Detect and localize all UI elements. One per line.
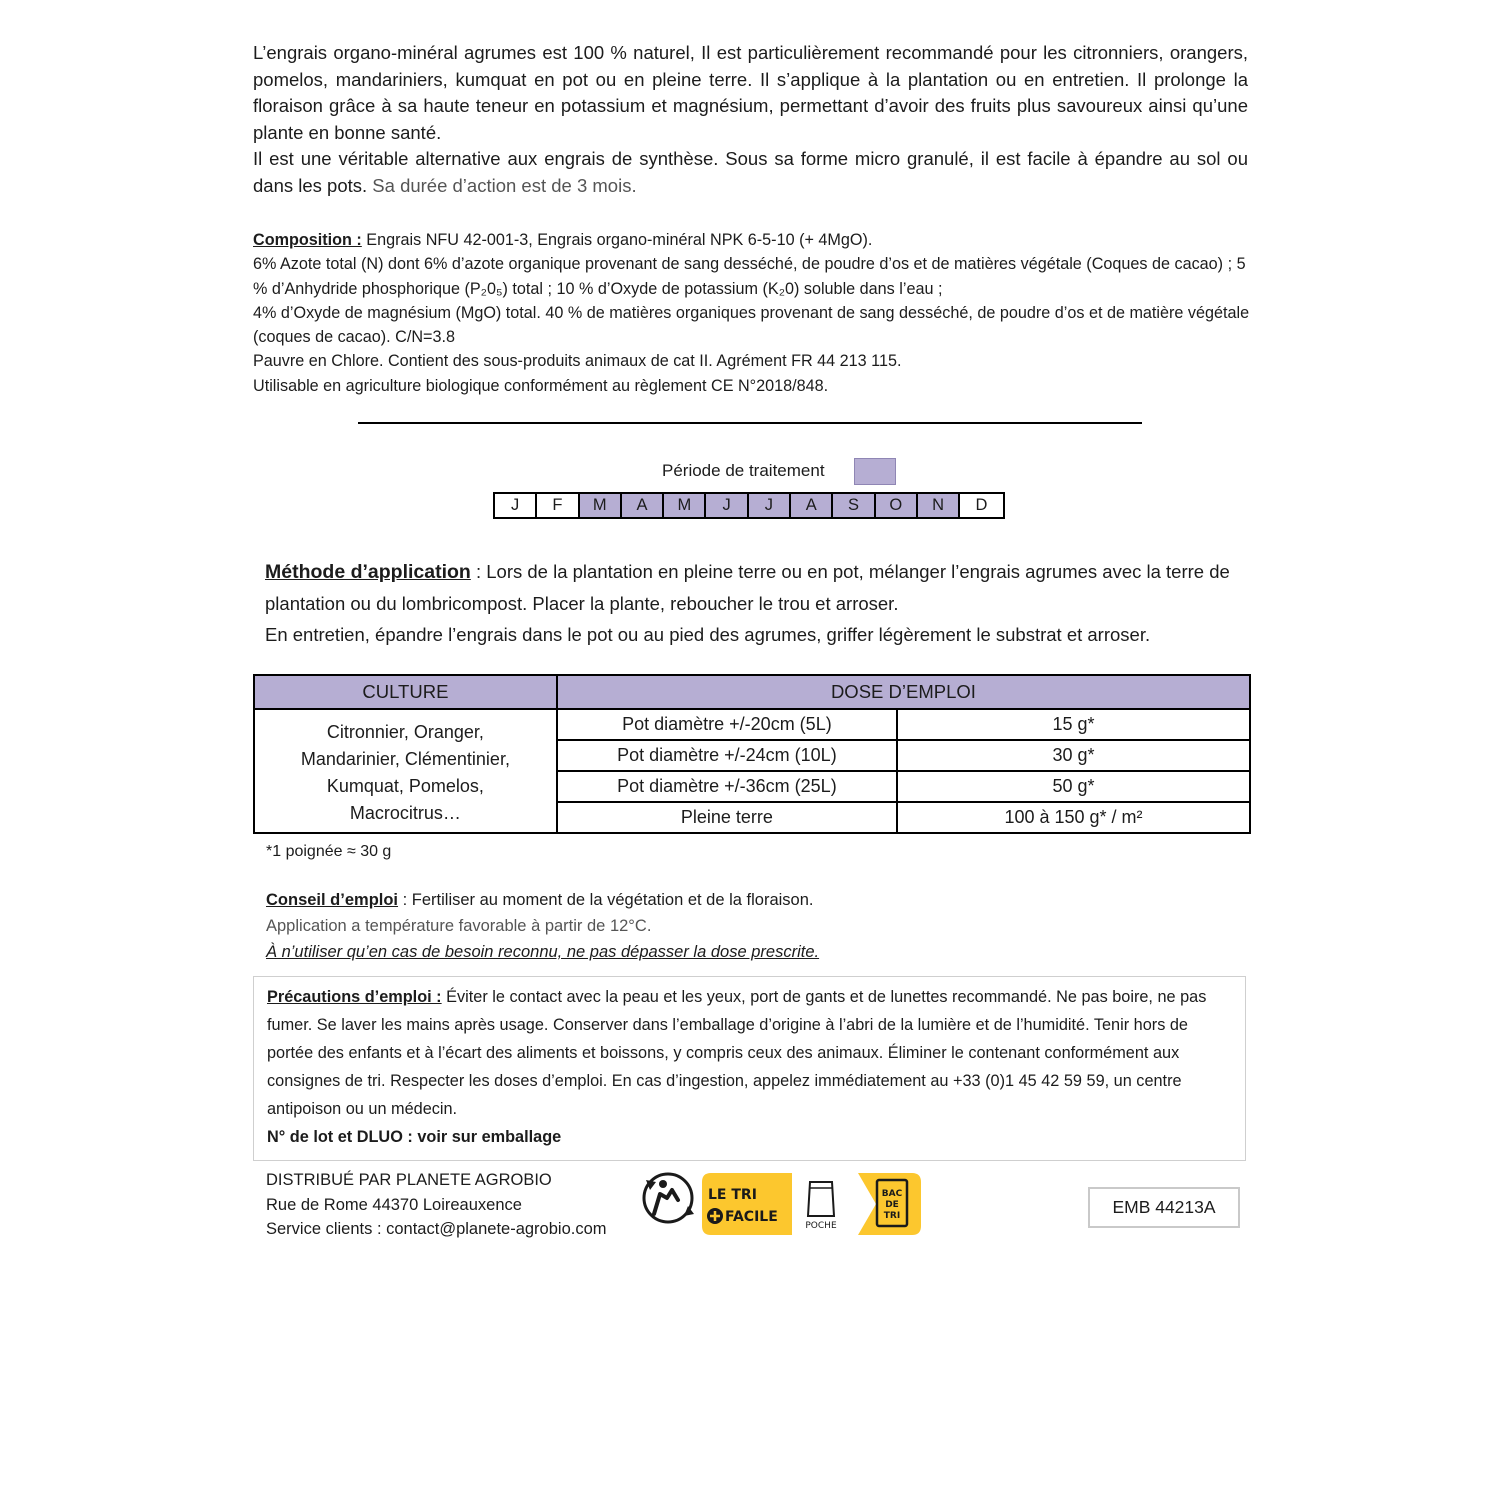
product-description <box>253 40 1248 200</box>
header-dose: DOSE D’EMPLOI <box>557 675 1250 709</box>
emb-code: EMB 44213A <box>1088 1187 1240 1228</box>
month-cell: A <box>791 494 833 517</box>
warning-line: À n’utiliser qu’en cas de besoin reconnu, ne pas dépasser la dose prescrite. <box>266 943 820 961</box>
description-paragraph-1: L’engrais organo-minéral agrumes est 100 % naturel, Il est particulièrement recommandé pour les citronniers, orangers, pomelos, mandariniers, kumquat en pot ou en pleine terre. Il s’applique à la plantation ou en entretien. Il prolonge la floraison grâce à sa haute teneur en potassium et magnésium, permettant d’avoir des fruits plus savoureux ainsi qu’une plante en bonne santé. <box>253 42 1248 143</box>
tri-text-1: LE TRI <box>708 1187 757 1203</box>
composition-section: Composition : Engrais NFU 42-001-3, Engrais organo-minéral NPK 6-5-10 (+ 4MgO). 6% Azote total (N) dont 6% d’azote organique provenant de sang desséché, de poudre d’os et de matières végétale (Coques de cacao) ; 5 % d’Anhydride phosphorique (P₂0₅) total ; 10 % d’Oxyde de potassium (K₂0) soluble dans l’eau ; 4% d’Oxyde de magnésium (MgO) total. 40 % de matières organiques provenant de sang desséché, de poudre d’os et de matière végétale (coques de cacao). C/N=3.8 Pauvre en Chlore. Contient des sous-produits animaux de cat II. Agrément FR 44 213 115. Utilisable en agriculture biologique conformément au règlement CE N°2018/848. <box>253 228 1253 398</box>
pot-cell: Pot diamètre +/-20cm (5L) <box>557 709 897 740</box>
culture-cell: Citronnier, Oranger, Mandarinier, Clémentinier, Kumquat, Pomelos, Macrocitrus… <box>254 709 557 833</box>
tri-text-2: FACILE <box>725 1209 778 1225</box>
distributor-info: DISTRIBUÉ PAR PLANETE AGROBIO Rue de Rome 44370 Loireauxence Service clients : contact@planete-agrobio.com <box>266 1171 607 1239</box>
precautions-box: Précautions d’emploi : Éviter le contact avec la peau et les yeux, port de gants et de lunettes recommandé. Ne pas boire, ne pas fumer. Se laver les mains après usage. Conserver dans l’emballage d’origine à l’abri de la lumière et de l’humidité. Tenir hors de portée des enfants et à l’écart des aliments et boissons, y compris ceux des animaux. Éliminer le contenant conformément aux consignes de tri. Respecter les doses d’emploi. En cas d’ingestion, appelez immédiatement au +33 (0)1 45 42 59 59, un centre antipoison ou un médecin. N° de lot et DLUO : voir sur emballage <box>253 976 1246 1161</box>
month-cell: N <box>918 494 960 517</box>
composition-line: 4% d’Oxyde de magnésium (MgO) total. 40 % de matières organiques provenant de sang desséché, de poudre d’os et de matière végétale (coques de cacao). C/N=3.8 <box>253 303 1250 347</box>
month-cell: J <box>749 494 791 517</box>
method-title: Méthode d’application <box>265 561 471 583</box>
treatment-period-label: Période de traitement <box>662 461 825 480</box>
composition-line: Utilisable en agriculture biologique conformément au règlement CE N°2018/848. <box>253 376 829 395</box>
conseil-label: Conseil d’emploi <box>266 891 399 909</box>
month-cell: S <box>833 494 875 517</box>
dose-cell: 30 g* <box>897 740 1250 771</box>
precautions-label: Précautions d’emploi : <box>267 988 442 1006</box>
dose-cell: 50 g* <box>897 771 1250 802</box>
triman-recycling-logo <box>640 1170 922 1238</box>
month-cell: F <box>537 494 579 517</box>
month-calendar <box>493 492 1005 519</box>
dosage-table <box>253 674 1251 834</box>
month-cell: J <box>706 494 748 517</box>
svg-text:DE: DE <box>885 1200 899 1210</box>
month-cell: A <box>622 494 664 517</box>
composition-line: 6% Azote total (N) dont 6% d’azote organique provenant de sang desséché, de poudre d’os et de matières végétale (Coques de cacao) ; 5 % d’Anhydride phosphorique (P₂0₅) total ; 10 % d’Oxyde de potassium (K₂0) soluble dans l’eau ; <box>253 255 1246 298</box>
usage-advice: Conseil d’emploi : Fertiliser au moment de la végétation et de la floraison. Application a température favorable à partir de 12°C. À n’utiliser qu’en cas de besoin reconnu, ne pas dépasser la dose prescrite. <box>266 887 819 965</box>
footnote: *1 poignée ≈ 30 g <box>266 843 392 860</box>
composition-label: Composition : <box>253 231 362 249</box>
poche-label: POCHE <box>805 1221 837 1231</box>
header-culture: CULTURE <box>254 675 557 709</box>
dose-cell: 15 g* <box>897 709 1250 740</box>
month-cell: D <box>975 496 988 514</box>
description-paragraph-2: Il est une véritable alternative aux engrais de synthèse. Sous sa forme micro granulé, il est facile à épandre au sol ou dans les pots. Sa durée d’action est de 3 mois. <box>253 148 1248 196</box>
month-cell: O <box>876 494 918 517</box>
month-cell: M <box>580 494 622 517</box>
pot-cell: Pot diamètre +/-24cm (10L) <box>557 740 897 771</box>
lot-info: N° de lot et DLUO : voir sur emballage <box>267 1128 562 1146</box>
month-cell: J <box>495 494 537 517</box>
svg-text:BAC: BAC <box>881 1189 903 1199</box>
application-method: Méthode d’application : Lors de la plantation en pleine terre ou en pot, mélanger l’engrais agrumes avec la terre de plantation ou du lombricompost. Placer la plante, reboucher le trou et arroser. En entretien, épandre l’engrais dans le pot ou au pied des agrumes, griffer légèrement le substrat et arroser. <box>265 561 1230 645</box>
section-divider <box>358 422 1142 424</box>
dose-cell: 100 à 150 g* / m² <box>897 802 1250 833</box>
table-row <box>254 709 1250 740</box>
composition-line: Pauvre en Chlore. Contient des sous-produits animaux de cat II. Agrément FR 44 213 115. <box>253 352 902 371</box>
triman-icon <box>644 1174 694 1222</box>
pot-cell: Pot diamètre +/-36cm (25L) <box>557 771 897 802</box>
svg-text:TRI: TRI <box>883 1211 901 1221</box>
treatment-period-swatch <box>854 458 896 485</box>
month-cell: M <box>664 494 706 517</box>
pot-cell: Pleine terre <box>557 802 897 833</box>
